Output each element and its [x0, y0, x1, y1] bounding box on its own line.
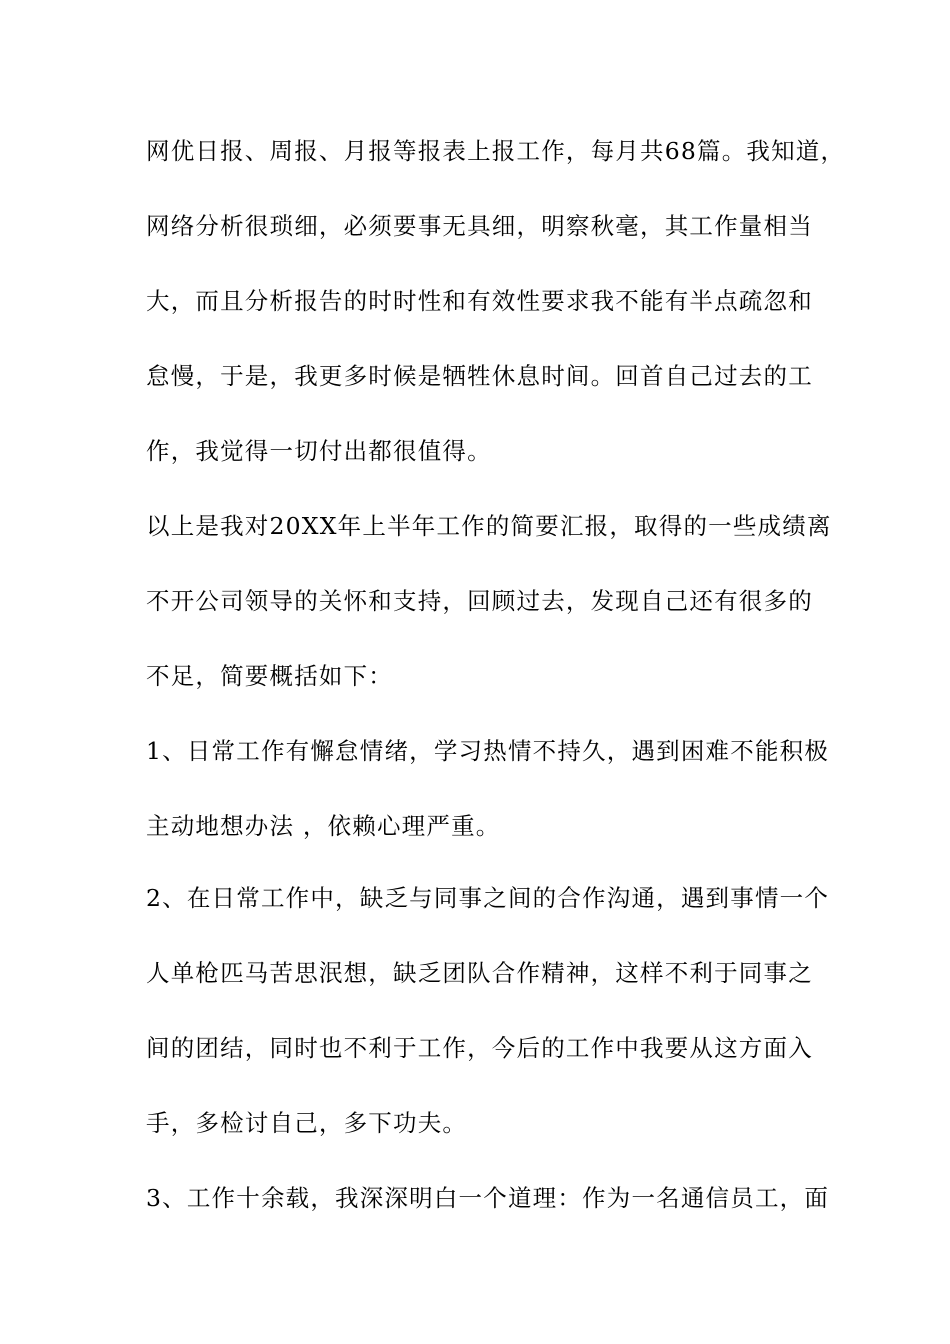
text-line: 大，而且分析报告的时时性和有效性要求我不能有半点疏忽和	[146, 287, 813, 315]
text-line: 主动地想办法 ，依赖心理严重。	[146, 812, 501, 840]
text-line: 以上是我对20XX年上半年工作的简要汇报，取得的一些成绩离	[146, 512, 832, 540]
text-line: 手，多检讨自己，多下功夫。	[146, 1109, 468, 1137]
text-line: 不足，简要概括如下：	[146, 662, 393, 690]
text-line: 作，我觉得一切付出都很值得。	[146, 437, 492, 465]
text-line: 网络分析很琐细，必须要事无具细，明察秋毫，其工作量相当	[146, 212, 813, 240]
text-line: 怠慢，于是，我更多时候是牺牲休息时间。回首自己过去的工	[146, 362, 813, 390]
text-line: 人单枪匹马苦思泯想，缺乏团队合作精神，这样不利于同事之	[146, 959, 813, 987]
text-line: 间的团结，同时也不利于工作，今后的工作中我要从这方面入	[146, 1034, 813, 1062]
text-line: 2、在日常工作中，缺乏与同事之间的合作沟通，遇到事情一个	[146, 884, 830, 912]
text-line: 3、工作十余载，我深深明白一个道理：作为一名通信员工，面	[146, 1184, 830, 1212]
text-line: 1、日常工作有懈怠情绪，学习热情不持久，遇到困难不能积极	[146, 737, 830, 765]
text-line: 不开公司领导的关怀和支持，回顾过去，发现自己还有很多的	[146, 587, 813, 615]
text-line: 网优日报、周报、月报等报表上报工作，每月共68篇。我知道，	[146, 137, 846, 165]
